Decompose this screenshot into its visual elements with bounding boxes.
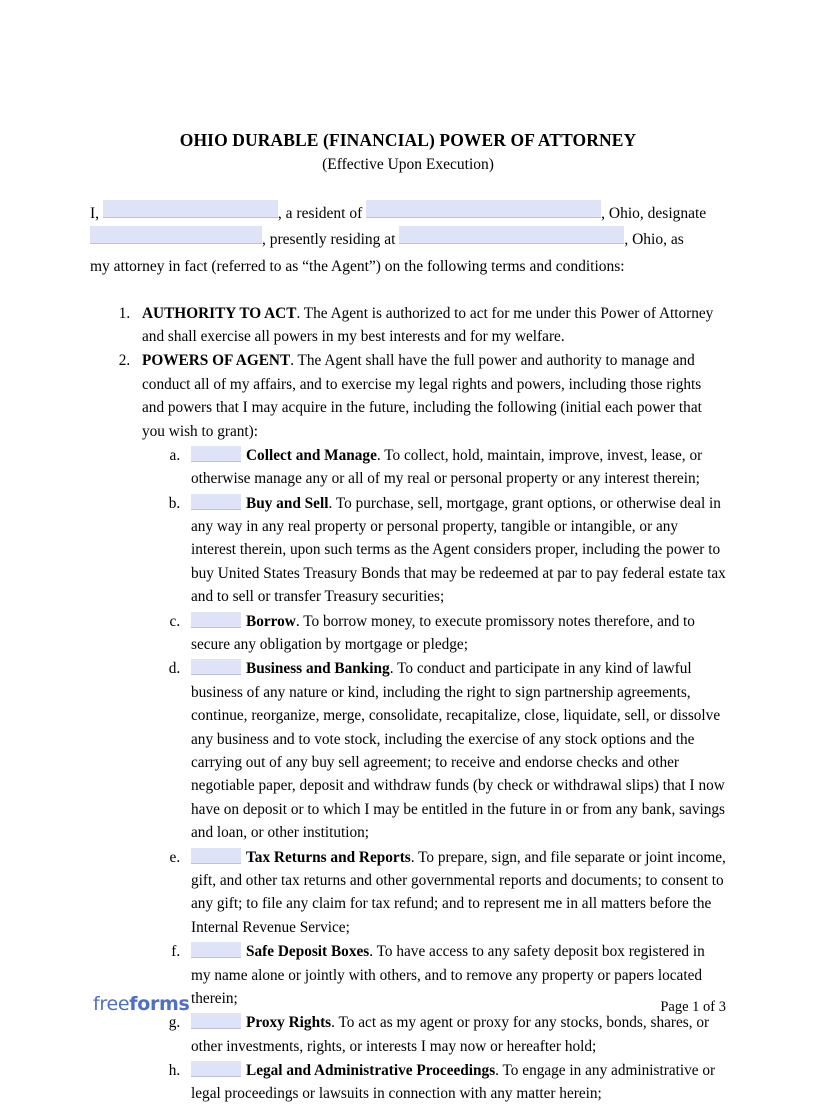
section-heading: AUTHORITY TO ACT xyxy=(142,304,297,322)
initial-field-legal-and-administrative-proceedings[interactable] xyxy=(191,1061,241,1077)
principal-name-field[interactable] xyxy=(103,200,278,218)
power-heading: Proxy Rights xyxy=(246,1014,332,1032)
intro-line-1 xyxy=(90,200,726,226)
intro-text-5: , Ohio, as xyxy=(624,231,684,249)
intro-line-2 xyxy=(90,226,726,252)
power-text: . To act as my agent or proxy for any stocks, bonds, shares, or other investments, rights, or interests I may now or hereafter hold; xyxy=(191,1014,710,1055)
power-text: . To purchase, sell, mortgage, grant options, or otherwise deal in any way in any real property or personal property, tangible or intangible, or any interest therein, upon such terms as the Agent considers proper, including the power to buy United States Treasury Bonds that may be redeemed at par to pay federal estate tax and to sell or transfer Treasury securities; xyxy=(191,494,726,606)
power-text: . To borrow money, to execute promissory notes therefore, and to secure any obligation by mortgage or pledge; xyxy=(191,612,695,654)
power-item-borrow xyxy=(184,610,726,657)
initial-field-collect-and-manage[interactable] xyxy=(191,446,241,462)
intro-line-3: my attorney in fact (referred to as “the Agent”) on the following terms and conditions: xyxy=(90,258,625,276)
section-heading: POWERS OF AGENT xyxy=(142,352,291,370)
intro-text-2: , a resident of xyxy=(277,205,363,223)
logo-text-bold: forms xyxy=(129,993,190,1015)
initial-field-tax-returns-and-reports[interactable] xyxy=(191,848,241,864)
freeforms-logo xyxy=(93,993,190,1015)
principal-residence-field[interactable] xyxy=(366,200,601,218)
initial-field-borrow[interactable] xyxy=(191,612,241,628)
power-text: . To collect, hold, maintain, improve, invest, lease, or otherwise manage any or all of my real or personal property or any interest therein; xyxy=(191,446,703,488)
section-powers-of-agent xyxy=(134,349,726,1106)
logo-text-light: free xyxy=(93,993,130,1015)
power-item-tax-returns-and-reports xyxy=(184,846,726,940)
power-item-proxy-rights xyxy=(184,1011,726,1058)
section-text: . The Agent is authorized to act for me under this Power of Attorney and shall exercise all powers in my best interests and for my welfare. xyxy=(142,304,714,345)
power-text: . To engage in any administrative or legal proceedings or lawsuits in connection with any matter herein; xyxy=(191,1062,716,1103)
page-number: Page 1 of 3 xyxy=(660,999,726,1015)
power-heading: Safe Deposit Boxes xyxy=(246,943,370,961)
power-heading: Collect and Manage xyxy=(246,446,377,464)
power-heading: Business and Banking xyxy=(246,660,390,678)
power-heading: Borrow xyxy=(246,612,296,630)
power-item-collect-and-manage xyxy=(184,444,726,491)
power-item-legal-and-administrative-proceedings xyxy=(184,1059,726,1106)
initial-field-buy-and-sell[interactable] xyxy=(191,494,241,510)
power-text: . To have access to any safety deposit box registered in my name alone or jointly with others, and to remove any property or papers located therein; xyxy=(191,943,705,1007)
intro-text-1: I, xyxy=(90,205,100,223)
intro-text-4: , presently residing at xyxy=(262,231,396,249)
page-subtitle: (Effective Upon Execution) xyxy=(322,155,494,173)
agent-name-field[interactable] xyxy=(90,226,262,244)
power-heading: Tax Returns and Reports xyxy=(246,848,411,866)
introduction-paragraph xyxy=(90,200,726,279)
power-heading: Legal and Administrative Proceedings xyxy=(246,1062,496,1080)
power-item-business-and-banking xyxy=(184,657,726,844)
initial-field-business-and-banking[interactable] xyxy=(191,659,241,675)
sections-list xyxy=(90,302,726,1106)
initial-field-proxy-rights[interactable] xyxy=(191,1013,241,1029)
power-text: . To prepare, sign, and file separate or joint income, gift, and other tax returns and other governmental reports and documents; to consent to any gift; to file any claim for tax refund; and to represent me in all matters before the Internal Revenue Service; xyxy=(191,848,726,936)
page-title: OHIO DURABLE (FINANCIAL) POWER OF ATTORNEY xyxy=(179,130,637,150)
power-item-safe-deposit-boxes xyxy=(184,940,726,1010)
section-authority-to-act xyxy=(134,302,726,349)
power-text: . To conduct and participate in any kind of lawful business of any nature or kind, including the right to sign partnership agreements, continue, reorganize, merge, consolidate, recapitalize, close, liquidate, sell, or dissolve any business and to vote stock, including the exercise of any stock options and the carrying out of any buy sell agreement; to receive and endorse checks and other negotiable paper, deposit and withdraw funds (by check or withdrawal slips) that I now have on deposit or to which I may be entitled in the future in or from any bank, savings and loan, or other institution; xyxy=(191,660,725,842)
intro-text-3: , Ohio, designate xyxy=(601,205,707,223)
powers-list xyxy=(142,444,726,1106)
power-heading: Buy and Sell xyxy=(246,494,329,512)
power-item-buy-and-sell xyxy=(184,492,726,609)
initial-field-safe-deposit-boxes[interactable] xyxy=(191,942,241,958)
agent-address-field[interactable] xyxy=(399,226,624,244)
section-text: . The Agent shall have the full power and authority to manage and conduct all of my affairs, and to exercise my legal rights and powers, including those rights and powers that I may acquire in the future, including the following (initial each power that you wish to grant): xyxy=(142,352,702,440)
